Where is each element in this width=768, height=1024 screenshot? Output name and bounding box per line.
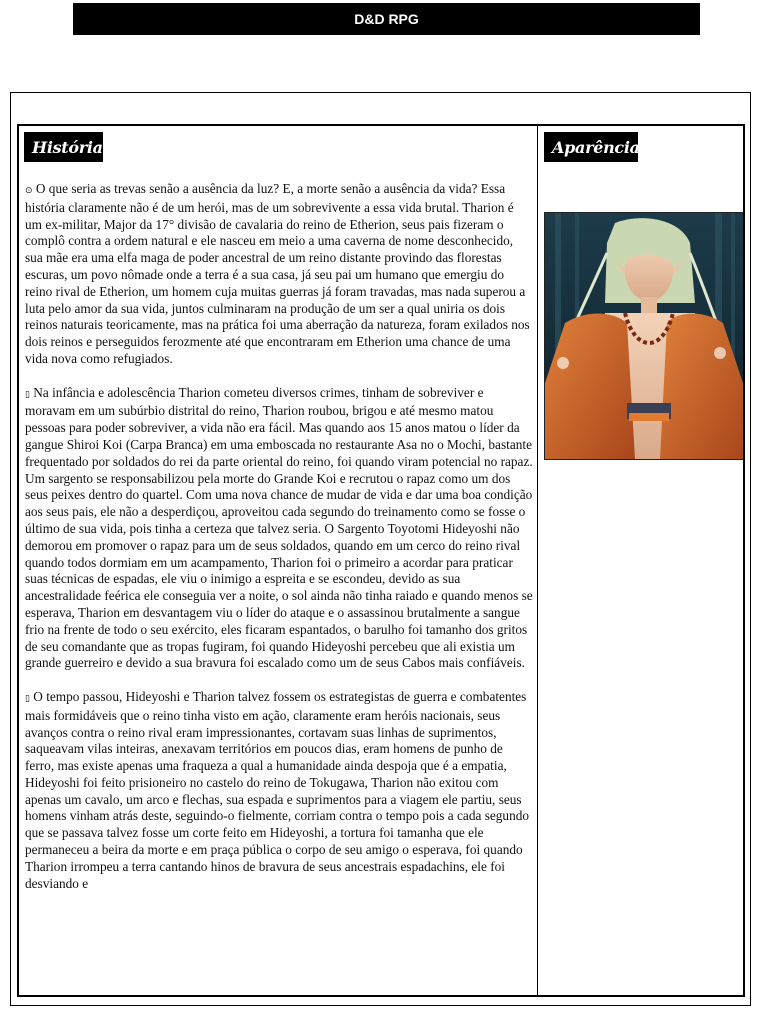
- history-column: [19, 126, 538, 995]
- appearance-heading: [544, 132, 638, 162]
- history-text: [25, 181, 533, 909]
- character-portrait: [544, 212, 743, 460]
- page-title: D&D RPG: [354, 11, 419, 27]
- paragraph-marker: ▯: [25, 693, 30, 704]
- history-paragraph: ⊙ O que seria as trevas senão a ausência da luz? E, a morte senão a ausência da vida? Essa história claramente não é de um herói, mas de um sobrevivente a essa vida brutal. Tharion é um ex-militar, Major da 17° divisão de cavalaria do reino de Etherion, seus pais fizeram o complô contra a ordem natural e ele nasceu em meio a uma caverna de nome desconhecido, sua mãe era uma elfa maga de poder ancestral de um reino distante provindo das florestas escuras, um povo nômade onde a terra é a sua casa, já seu pai um humano que emergiu do reino rival de Etherion, um homem cuja muitas guerras já foram travadas, mas nada superou a luta pelo amor da sua vida, juntos culminaram na produção de um ser a qual uniria os dois reinos naturais teoricamente, mas na prática foi uma aberração da natureza, foram exilados nos dois reinos e perseguidos ferozmente até que encontraram em Etherion uma chance de uma vida nova como refugiados.: [25, 181, 530, 366]
- character-sheet: [17, 124, 745, 997]
- paragraph-marker: ⊙: [25, 186, 33, 196]
- header-bar: [73, 3, 700, 35]
- history-paragraph: ▯ O tempo passou, Hideyoshi e Tharion talvez fossem os estrategistas de guerra e combatentes mais formidáveis que o reino tinha visto em ação, claramente eram heróis nacionais, seus avanços contra o reino rival eram impressionantes, cortavam suas linhas de suprimentos, saqueavam vilas inteiras, anexavam territórios em poucos dias, eram homens de punho de ferro, mas existe apenas uma fraqueza a qual a humanidade ainda despoja que é a empatia, Hideyoshi foi feito prisioneiro no castelo do reino de Tokugawa, Tharion não exitou com apenas um cavalo, um arco e flechas, sua espada e suprimentos para a viagem ele partiu, seus homens vinham atrás deste, seguindo-o fielmente, corriam contra o tempo pois a cada segundo que se passava talvez fosse um corte feito em Hideyoshi, a tortura foi tamanha que ele permaneceu a beira da morte e em praça pública o corpo de seu amigo o esperava, foi quando Tharion irrompeu a terra cantando hinos de bravura de seus ancestrais espadachins, ele foi desviando e: [25, 688, 530, 891]
- appearance-title: Aparência: [552, 137, 640, 157]
- history-heading: [24, 132, 103, 162]
- history-title: História: [32, 137, 103, 157]
- history-paragraph: ▯ Na infância e adolescência Tharion cometeu diversos crimes, tinham de sobreviver e moravam em um subúrbio distrital do reino, Tharion roubou, brigou e até mesmo matou pessoas para poder sobreviver, a vida não era fácil. Mas quando aos 15 anos matou o líder da gangue Shiroi Koi (Carpa Branca) em uma emboscada no restaurante Asa no o Mochi, bastante frequentado por soldados do rei da parte oriental do reino, foi quando viram potencial no rapaz. Um sargento se responsabilizou pela morte do Grande Koi e recrutou o rapaz como um dos seus peixes dentro do quartel. Com uma nova chance de mudar de vida e dar uma boa condição aos seus pais, ele não a desperdiçou, aproveitou cada segundo do treinamento como se fosse o último de sua vida, pois tinha a certeza que talvez seria. O Sargento Toyotomi Hideyoshi não demorou em promover o rapaz para um de seus soldados, quando em um cerco do reino rival quando todos dormiam em um acampamento, Tharion foi o primeiro a acordar para praticar suas técnicas de espadas, ele viu o inimigo a espreita e se escondeu, devido as sua ancestralidade feérica ele conseguia ver a noite, o sol ainda não tinha raiado e quando menos se esperava, Tharion em desvantagem viu o líder do ataque e o assassinou brutalmente a sangue frio na frente de todo o seu exército, eles ficaram espantados, o barulho foi tamanho dos gritos de seu comandante que as tropas fugiram, foi quando Hideyoshi percebeu que ali existia um grande guerreiro e devido a sua bravura foi escalado como um de seus Cabos mais confiáveis.: [25, 384, 533, 671]
- appearance-column: [538, 126, 743, 995]
- paragraph-marker: ▯: [25, 389, 30, 400]
